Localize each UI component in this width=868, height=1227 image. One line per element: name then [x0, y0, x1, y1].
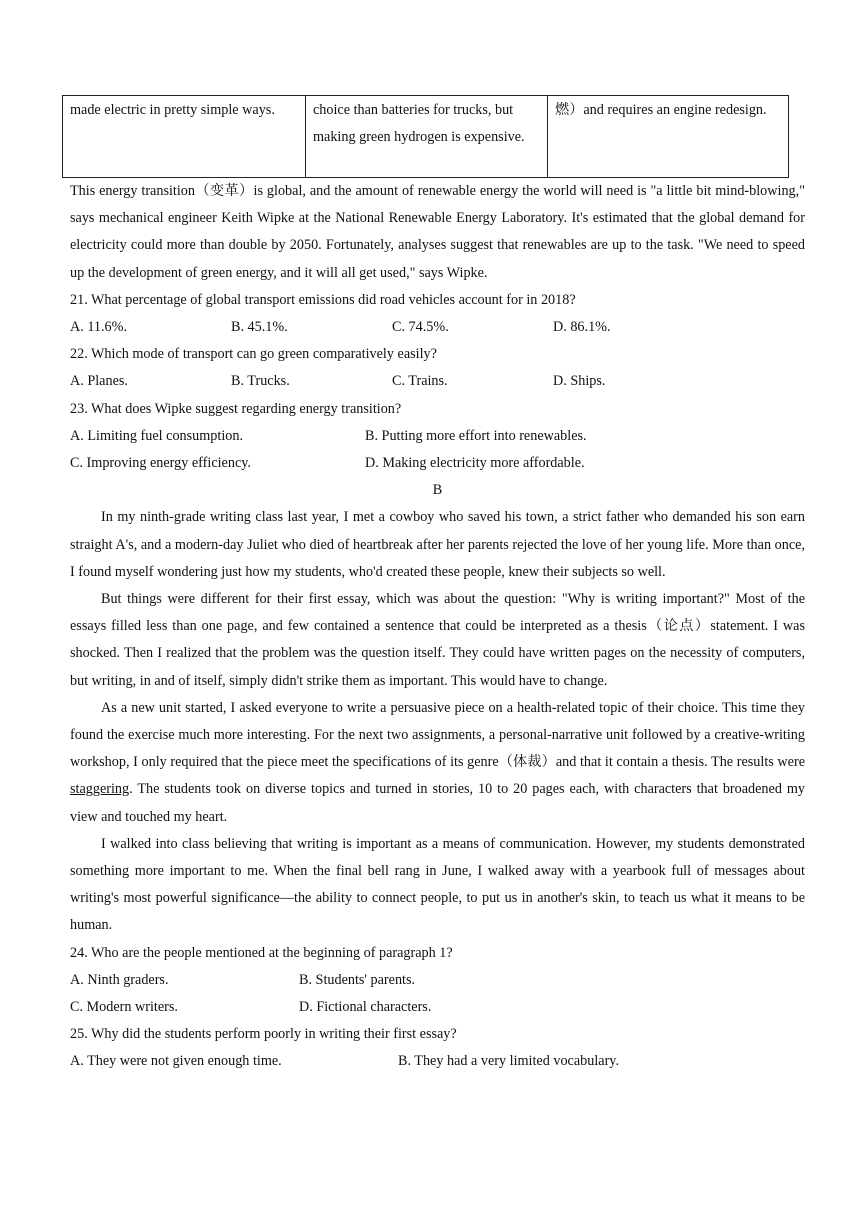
option-c: C. Modern writers.	[70, 998, 178, 1015]
passage-b-paragraph-3	[70, 695, 805, 831]
passage-b-paragraph-2: But things were different for their first essay, which was about the question: "Why is writing important?" Most of the essays filled less than one page, and few contained a sentence that could be interpreted as a thesis（论点）statement. I was shocked. Then I realized that the problem was the question itself. They could have written pages on the necessity of computers, but writing, in and of itself, simply didn't strike them as important. This would have to change.	[70, 590, 805, 689]
question-24-options-cd	[70, 994, 805, 1021]
option-c: C. 74.5%.	[392, 319, 449, 335]
intro-paragraph: This energy transition（变革）is global, and the amount of renewable energy the world will need is "a little bit mind-blowing," says mechanical engineer Keith Wipke at the National Renewable Energy Laboratory. It's estimated that the global demand for electricity could more than double by 2050. Fortunately, analyses suggest that renewables are up to the task. "We need to speed up the development of green energy, and it will all get used," says Wipke.	[70, 183, 805, 281]
table-cell-3: 燃）and requires an engine redesign.	[547, 96, 788, 177]
paragraph-3-text-before: As a new unit started, I asked everyone to write a persuasive piece on a health-related topic of their choice. This time they found the exercise much more interesting. For the next two assignments, a personal-narrative unit followed by a creative-writing workshop, I only required that the piece meet the specifications of its genre（体裁）and that it contain a thesis. The results were	[70, 699, 805, 771]
option-a: A. They were not given enough time.	[70, 1053, 282, 1070]
option-b: B. Trucks.	[231, 373, 290, 390]
table-cell-1: made electric in pretty simple ways.	[70, 102, 275, 118]
question-23-options-ab	[70, 423, 805, 450]
table-cell-2: choice than batteries for trucks, but making green hydrogen is expensive.	[305, 96, 547, 177]
question-24: 24. Who are the people mentioned at the beginning of paragraph 1?	[70, 944, 453, 961]
option-b: B. Students' parents.	[299, 971, 416, 988]
transport-table	[62, 95, 789, 178]
option-c: C. Improving energy efficiency.	[70, 454, 251, 471]
option-d: D. Ships.	[553, 373, 606, 390]
option-a: A. Limiting fuel consumption.	[70, 427, 243, 444]
underlined-word: staggering	[70, 781, 130, 798]
passage-b-paragraph-1: In my ninth-grade writing class last year, I met a cowboy who saved his town, a strict father who demanded his son earn straight A's, and a modern-day Juliet who died of heartbreak after her parents rejected the love of her young life. More than once, I found myself wondering just how my students, who'd created these people, knew their subjects so well.	[70, 509, 805, 580]
question-25: 25. Why did the students perform poorly in writing their first essay?	[70, 1026, 457, 1043]
question-25-options-ab	[70, 1048, 805, 1075]
option-d: D. Fictional characters.	[299, 998, 432, 1015]
question-23-options-cd	[70, 450, 805, 477]
option-a: A. 11.6%.	[70, 319, 128, 335]
section-heading-b: B	[432, 482, 443, 499]
question-21-options	[70, 314, 805, 341]
question-23: 23. What does Wipke suggest regarding energy transition?	[70, 400, 402, 417]
question-22: 22. Which mode of transport can go green comparatively easily?	[70, 346, 437, 363]
option-d: D. Making electricity more affordable.	[365, 454, 585, 471]
option-b: B. 45.1%.	[231, 319, 288, 335]
option-b: B. Putting more effort into renewables.	[365, 427, 587, 444]
passage-b-paragraph-4: I walked into class believing that writing is important as a means of communication. However, my students demonstrated something more important to me. When the final bell rang in June, I walked away with a yearbook full of messages about writing's most powerful significance—the ability to connect people, to put us in another's skin, to teach us what it means to be human.	[70, 835, 805, 934]
option-a: A. Ninth graders.	[70, 971, 169, 988]
question-24-options-ab	[70, 967, 805, 994]
question-21: 21. What percentage of global transport emissions did road vehicles account for in 2018?	[70, 291, 576, 308]
option-b: B. They had a very limited vocabulary.	[398, 1053, 620, 1070]
option-a: A. Planes.	[70, 373, 128, 390]
option-d: D. 86.1%.	[553, 319, 611, 335]
exam-content	[70, 178, 805, 1076]
question-22-options	[70, 368, 805, 395]
paragraph-3-text-after: . The students took on diverse topics and turned in stories, 10 to 20 pages each, with characters that broadened my view and touched my heart.	[70, 781, 805, 825]
option-c: C. Trains.	[392, 373, 448, 390]
